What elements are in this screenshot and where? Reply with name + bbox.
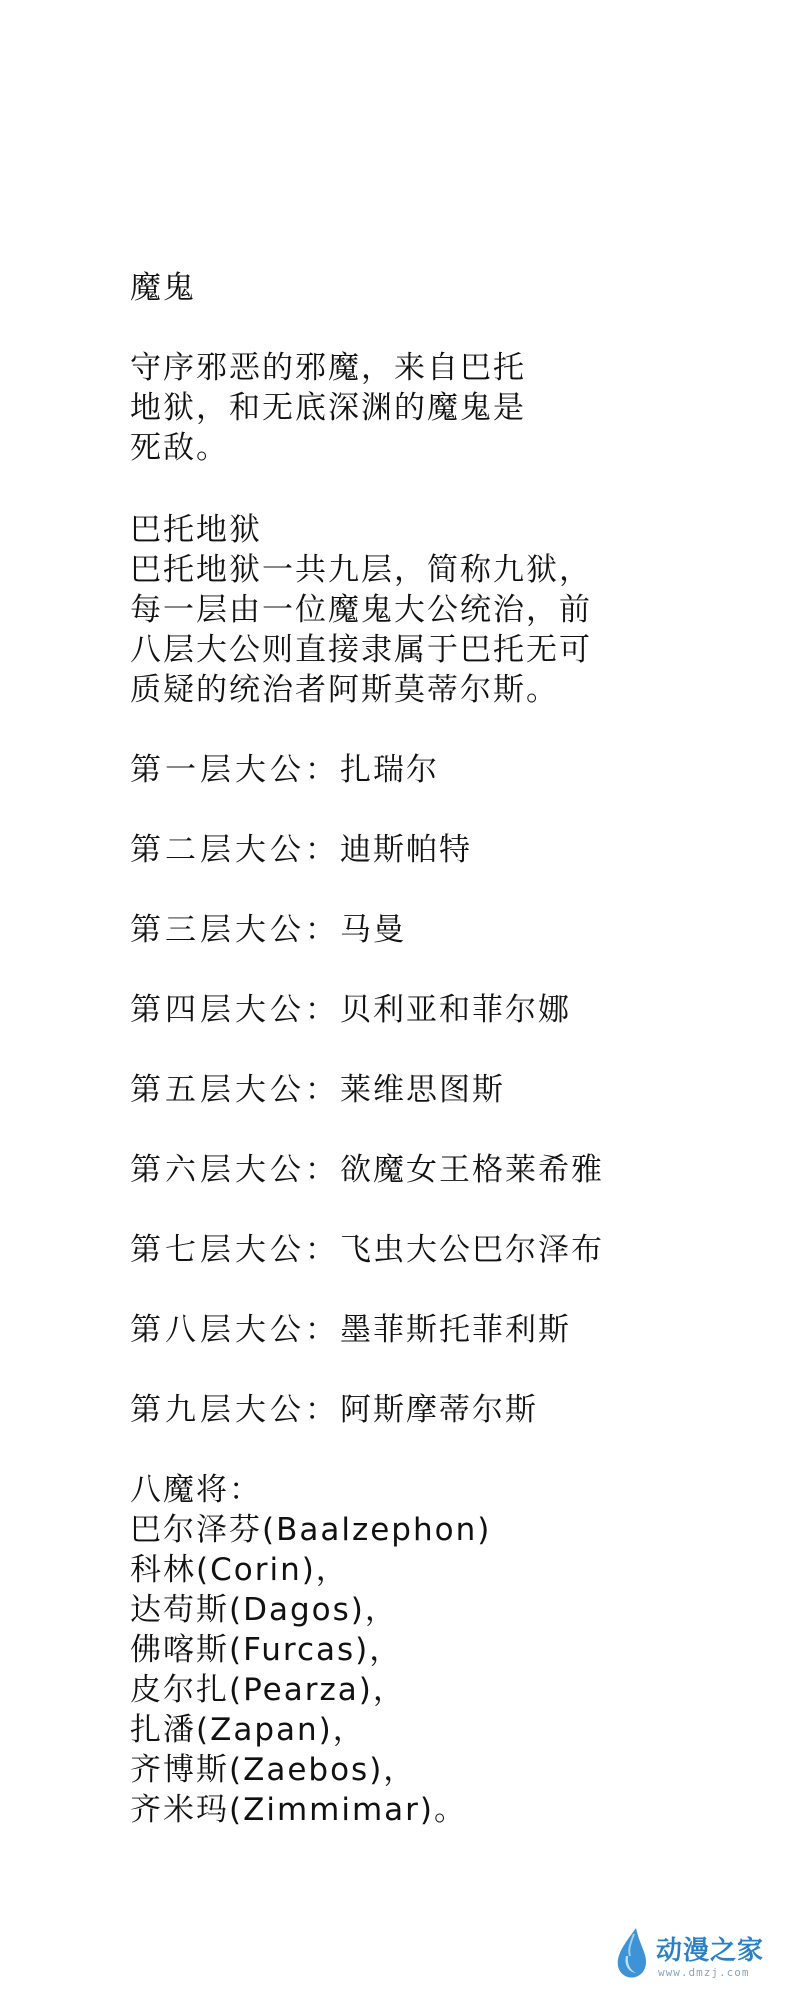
- watermark-title: 动漫之家: [656, 1936, 765, 1966]
- lord-label: 第四层大公：: [130, 992, 340, 1028]
- lord-label: 第五层大公：: [130, 1072, 340, 1108]
- general-item: 达苟斯(Dagos)，: [130, 1592, 398, 1628]
- general-item: 扎潘(Zapan)，: [130, 1712, 366, 1748]
- lord-label: 第二层大公：: [130, 832, 340, 868]
- lord-entry-8: [130, 1310, 571, 1350]
- lord-label: 第九层大公：: [130, 1392, 340, 1428]
- lord-label: 第三层大公：: [130, 912, 340, 948]
- lord-entry-2: [130, 830, 472, 870]
- water-drop-icon: [612, 1926, 652, 1982]
- lord-name: 飞虫大公巴尔泽布: [340, 1232, 604, 1268]
- page-title: 魔鬼: [130, 270, 196, 306]
- generals-section: [130, 1470, 491, 1830]
- lord-label: 第七层大公：: [130, 1232, 340, 1268]
- intro-line: 死敌。: [130, 430, 229, 466]
- lord-name: 扎瑞尔: [340, 752, 439, 788]
- lord-name: 马曼: [340, 912, 406, 948]
- lord-name: 莱维思图斯: [340, 1072, 505, 1108]
- lord-entry-7: [130, 1230, 604, 1270]
- lord-entry-4: [130, 990, 571, 1030]
- general-item: 齐米玛(Zimmimar)。: [130, 1792, 467, 1828]
- generals-heading: 八魔将：: [130, 1472, 262, 1508]
- general-item: 科林(Corin)，: [130, 1552, 349, 1588]
- lord-name: 欲魔女王格莱希雅: [340, 1152, 604, 1188]
- lord-entry-3: [130, 910, 406, 950]
- lord-name: 贝利亚和菲尔娜: [340, 992, 571, 1028]
- baator-line: 每一层由一位魔鬼大公统治，前: [130, 592, 592, 628]
- lord-name: 迪斯帕特: [340, 832, 472, 868]
- lord-label: 第一层大公：: [130, 752, 340, 788]
- lord-entry-5: [130, 1070, 505, 1110]
- lord-entry-9: [130, 1390, 538, 1430]
- general-item: 齐博斯(Zaebos)，: [130, 1752, 417, 1788]
- baator-line: 质疑的统治者阿斯莫蒂尔斯。: [130, 672, 559, 708]
- lord-name: 阿斯摩蒂尔斯: [340, 1392, 538, 1428]
- lord-entry-1: [130, 750, 439, 790]
- watermark-url: www.dmzj.com: [658, 1966, 750, 1979]
- title-block: [130, 268, 196, 308]
- general-item: 皮尔扎(Pearza)，: [130, 1672, 406, 1708]
- general-item: 巴尔泽芬(Baalzephon): [130, 1512, 492, 1548]
- baator-line: 八层大公则直接隶属于巴托无可: [130, 632, 592, 668]
- lord-label: 第六层大公：: [130, 1152, 340, 1188]
- lord-name: 墨菲斯托菲利斯: [340, 1312, 571, 1348]
- baator-line: 巴托地狱一共九层，简称九狱，: [130, 552, 592, 588]
- lord-label: 第八层大公：: [130, 1312, 340, 1348]
- intro-line: 守序邪恶的邪魔，来自巴托: [130, 350, 526, 386]
- baator-heading: 巴托地狱: [130, 512, 262, 548]
- lord-entry-6: [130, 1150, 604, 1190]
- intro-line: 地狱，和无底深渊的魔鬼是: [130, 390, 526, 426]
- general-item: 佛喀斯(Furcas)，: [130, 1632, 403, 1668]
- site-watermark: [612, 1926, 782, 1986]
- intro-paragraph: [130, 348, 526, 468]
- baator-section: [130, 510, 592, 710]
